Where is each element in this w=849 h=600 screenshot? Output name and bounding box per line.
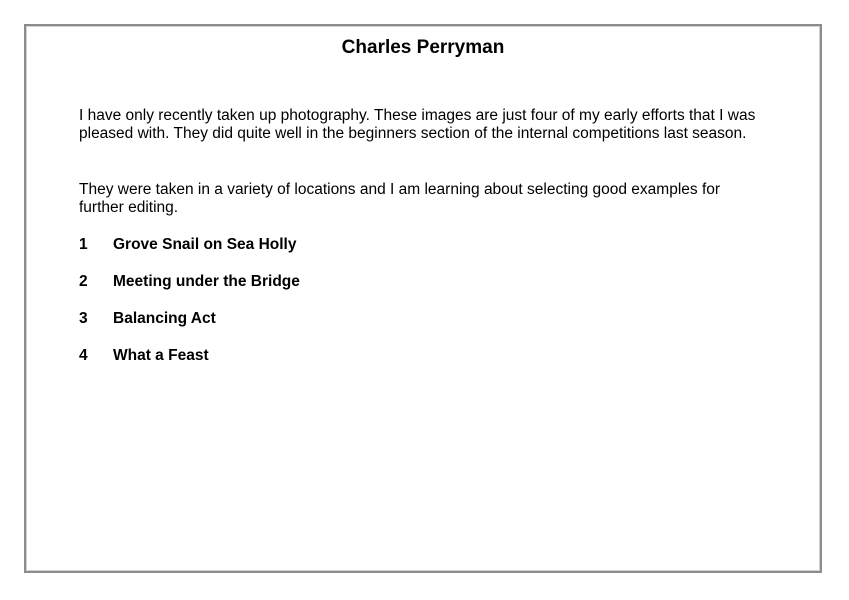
item-number: 3 <box>79 310 88 327</box>
item-number: 1 <box>79 236 88 253</box>
item-title: Grove Snail on Sea Holly <box>113 236 297 253</box>
item-title: What a Feast <box>113 347 209 364</box>
item-number: 4 <box>79 347 88 364</box>
item-number: 2 <box>79 273 88 290</box>
intro-paragraph: I have only recently taken up photography. These images are just four of my early efforts that I was pleased with. They did quite well in the beginners section of the internal competitions last season. <box>79 107 756 142</box>
locations-paragraph: They were taken in a variety of locations and I am learning about selecting good examples for further editing. <box>79 181 721 216</box>
item-title: Meeting under the Bridge <box>113 273 300 290</box>
item-title: Balancing Act <box>113 310 216 327</box>
page-title: Charles Perryman <box>341 37 505 58</box>
